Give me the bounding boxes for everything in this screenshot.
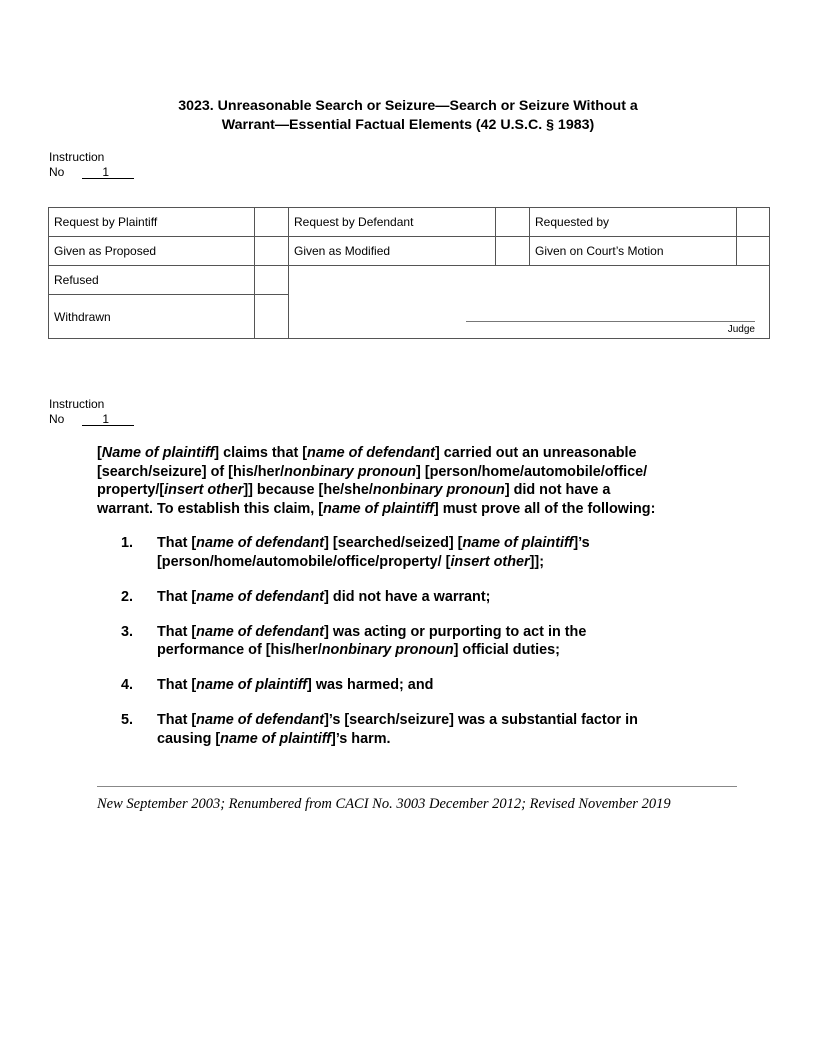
element-number: 5. [121, 712, 134, 728]
placeholder-text: name of defendant [196, 712, 325, 728]
element-item-3 [121, 623, 731, 660]
given-on-courts-motion-label: Given on Court’s Motion [530, 237, 737, 266]
intro-line-4: warrant. To establish this claim, [name of plaintiff] must prove all of the following: [97, 500, 656, 517]
requested-by-box[interactable] [737, 208, 770, 237]
intro-line-3: property/[insert other]] because [he/she/nonbinary pronoun] did not have a [97, 482, 611, 498]
given-as-proposed-label: Given as Proposed [49, 237, 255, 266]
element-number: 3. [121, 623, 134, 640]
element-number: 2. [121, 588, 134, 605]
instruction-number-block-top [49, 150, 134, 179]
request-by-plaintiff-label: Request by Plaintiff [49, 208, 255, 237]
placeholder-text: name of defendant [196, 623, 325, 640]
refused-label: Refused [49, 266, 255, 295]
history-note: New September 2003; Renumbered from CACI No. 3003 December 2012; Revised November 2019 [97, 796, 671, 812]
intro-line-2: [search/seizure] of [his/her/nonbinary pronoun] [person/home/automobile/office/ [97, 463, 648, 480]
placeholder-text: name of defendant [307, 445, 435, 461]
placeholder-text: name of plaintiff [462, 535, 574, 551]
request-by-defendant-box[interactable] [496, 208, 530, 237]
placeholder-text: insert other [450, 553, 530, 570]
placeholder-text: insert other [164, 482, 244, 498]
given-on-courts-motion-box[interactable] [737, 237, 770, 266]
placeholder-text: name of defendant [196, 588, 325, 605]
element-number: 4. [121, 677, 134, 693]
requested-by-label: Requested by [530, 208, 737, 237]
instruction-no-label: No [49, 164, 65, 179]
element-line-1: That [name of defendant] was acting or purporting to act in the [157, 623, 587, 640]
element-item-4 [121, 676, 731, 695]
request-table [48, 207, 770, 339]
title-line-2: Warrant—Essential Factual Elements (42 U.S.C. § 1983) [221, 117, 595, 133]
intro-line-1: [Name of plaintiff] claims that [name of defendant] carried out an unreasonable [97, 445, 637, 461]
placeholder-text: name of plaintiff [323, 500, 434, 517]
elements-list [121, 534, 731, 765]
judge-label: Judge [727, 324, 755, 335]
element-line-2: [person/home/automobile/office/property/ [insert other]]; [157, 553, 544, 570]
element-line-2: causing [name of plaintiff]’s harm. [157, 730, 391, 747]
section-divider [97, 786, 737, 787]
element-line-2: performance of [his/her/nonbinary pronoun] official duties; [157, 642, 560, 658]
refused-box[interactable] [255, 266, 289, 295]
withdrawn-box[interactable] [255, 295, 289, 339]
element-item-2 [121, 588, 731, 607]
given-as-proposed-box[interactable] [255, 237, 289, 266]
placeholder-text: Name of plaintiff [101, 445, 215, 461]
instruction-number-block-bottom [49, 397, 134, 426]
placeholder-text: nonbinary pronoun [372, 482, 505, 498]
request-by-defendant-label: Request by Defendant [289, 208, 496, 237]
placeholder-text: name of plaintiff [196, 677, 308, 693]
instruction-label: Instruction [49, 397, 105, 411]
instruction-title [100, 97, 716, 135]
element-line-1: That [name of defendant] did not have a warrant; [157, 588, 491, 605]
element-line-1: That [name of defendant] [searched/seized] [name of plaintiff]’s [157, 535, 590, 551]
given-as-modified-label: Given as Modified [289, 237, 496, 266]
instruction-number: 1 [82, 166, 134, 179]
judge-signature-area [289, 266, 770, 339]
instruction-label: Instruction [49, 150, 105, 164]
placeholder-text: name of plaintiff [220, 730, 332, 747]
judge-signature-line[interactable] [466, 321, 755, 322]
request-by-plaintiff-box[interactable] [255, 208, 289, 237]
element-line-1: That [name of plaintiff] was harmed; and [157, 677, 434, 693]
given-as-modified-box[interactable] [496, 237, 530, 266]
instruction-no-label: No [49, 411, 65, 426]
placeholder-text: nonbinary pronoun [321, 642, 454, 658]
placeholder-text: nonbinary pronoun [284, 463, 417, 480]
element-item-5 [121, 711, 731, 748]
instruction-body-paragraph [97, 444, 737, 518]
withdrawn-label: Withdrawn [49, 295, 255, 339]
instruction-number: 1 [82, 413, 134, 426]
title-line-1: 3023. Unreasonable Search or Seizure—Search or Seizure Without a [178, 98, 638, 114]
element-number: 1. [121, 535, 134, 551]
element-line-1: That [name of defendant]’s [search/seizure] was a substantial factor in [157, 712, 638, 728]
placeholder-text: name of defendant [196, 535, 325, 551]
element-item-1 [121, 534, 731, 571]
